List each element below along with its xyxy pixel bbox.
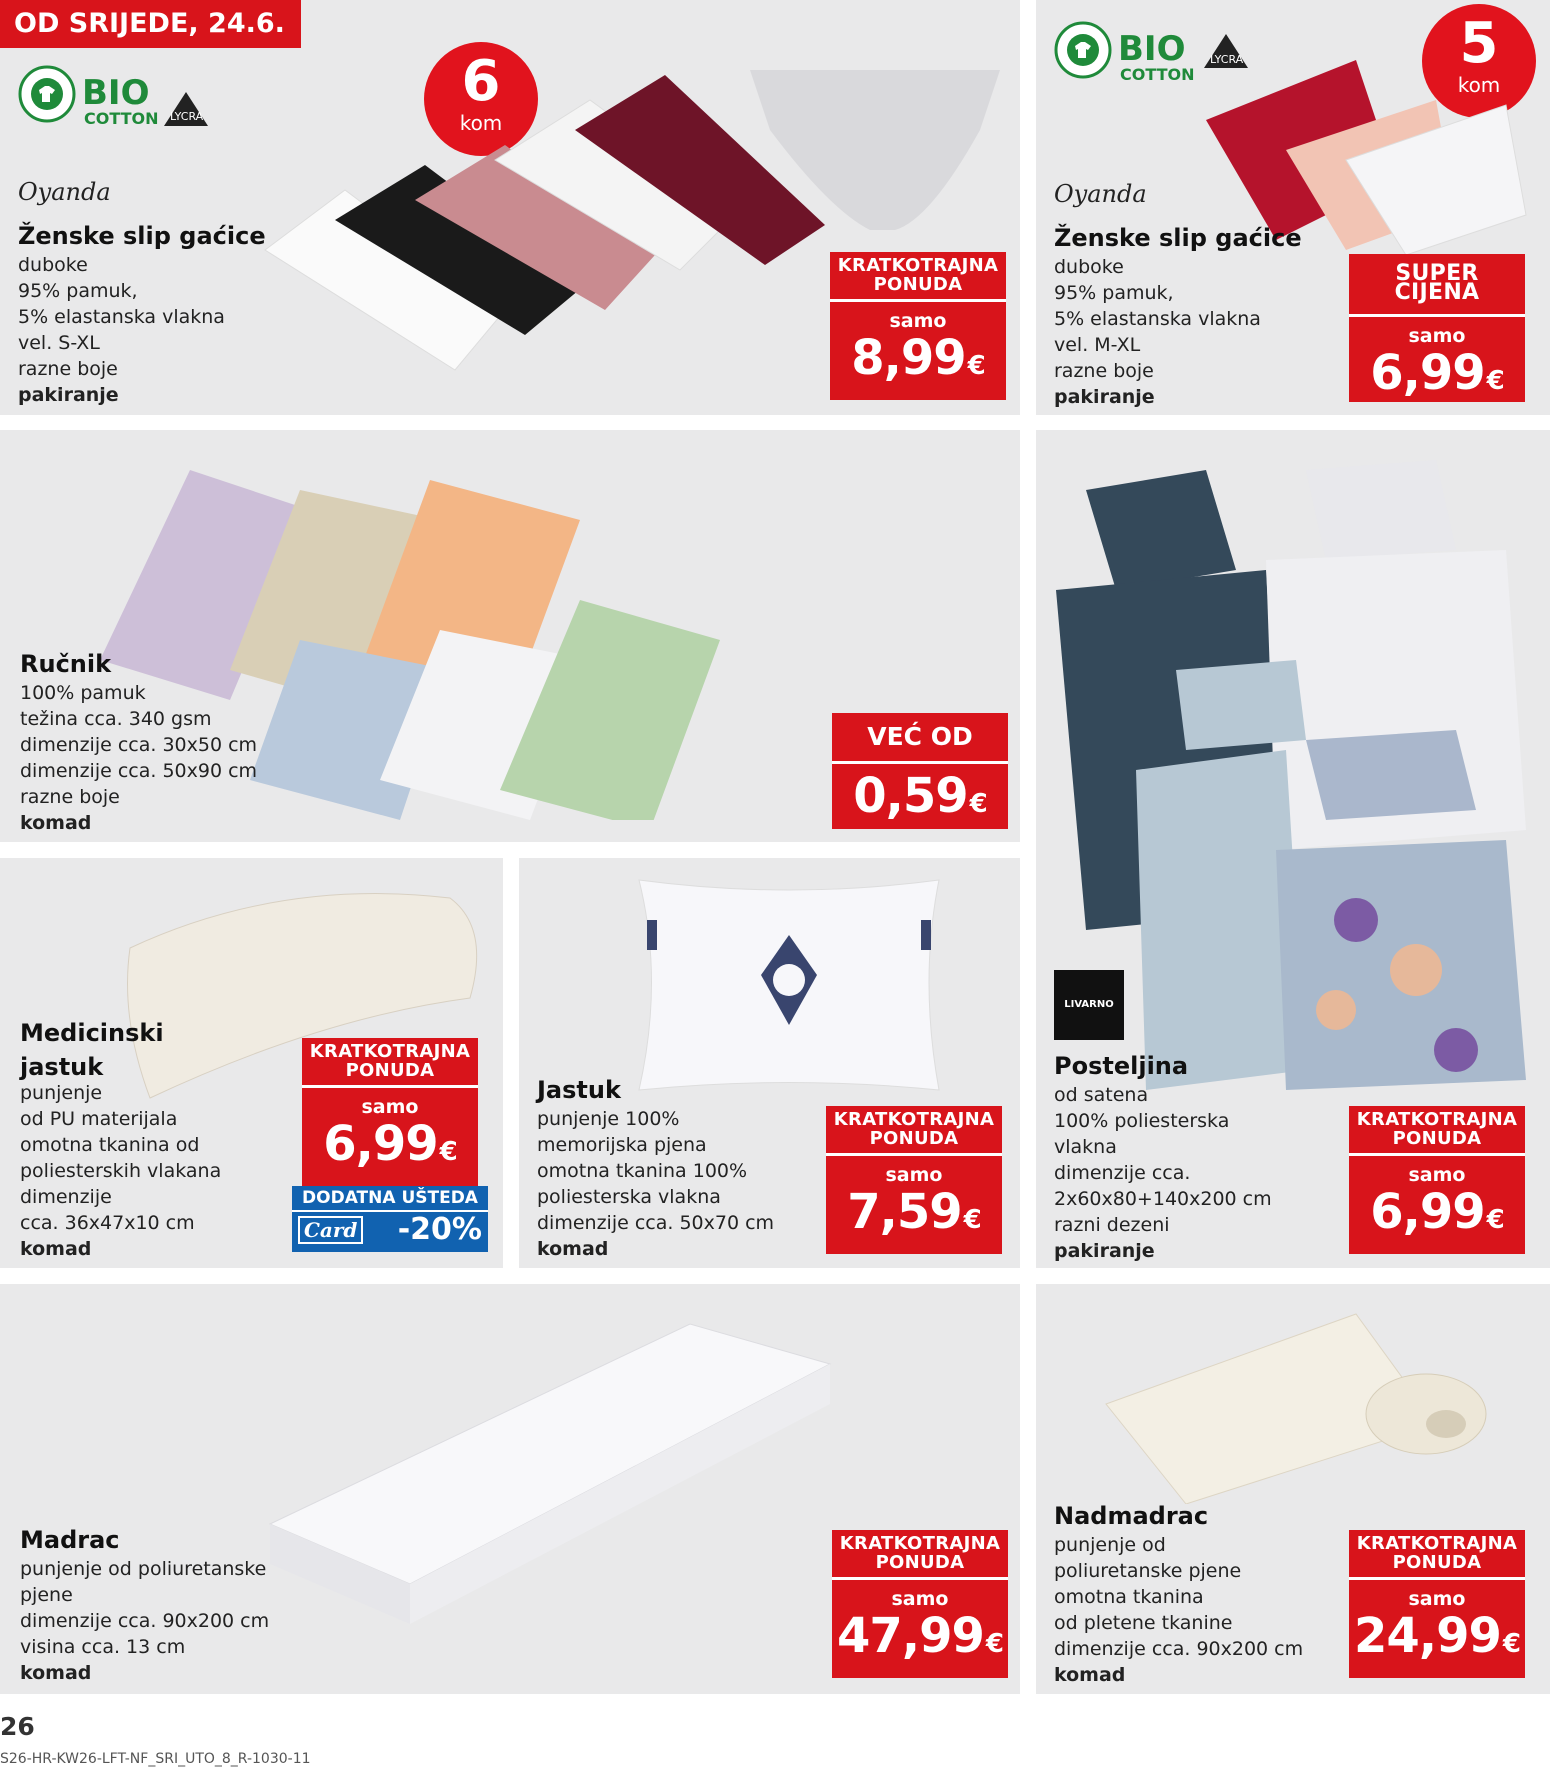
product-panel-gacice-6[interactable] <box>0 0 1020 415</box>
product-title: Jastuk <box>537 1076 621 1104</box>
product-desc: punjenje od PU materijala omotna tkanina od poliesterskih vlakana dimenzije cca. 36x47x10 cm komad <box>20 1082 222 1260</box>
bio-cotton-badge <box>14 62 244 132</box>
product-desc: od satena 100% poliesterska vlakna dimenzije cca. 2x60x80+140x200 cm razni dezeni pakiranje <box>1054 1084 1272 1262</box>
product-title: Ručnik <box>20 650 112 678</box>
product-desc: punjenje od poliuretanske pjene dimenzije cca. 90x200 cm visina cca. 13 cm komad <box>20 1558 270 1684</box>
count-circle: 6 kom <box>424 42 538 156</box>
brand-logo: Oyanda <box>1054 180 1147 208</box>
product-title: Ženske slip gaćice <box>1054 224 1302 252</box>
bedding-image <box>1056 450 1536 1090</box>
product-panel-jastuk[interactable] <box>519 858 1020 1268</box>
card-logo: Card <box>298 1216 363 1244</box>
product-panel-posteljina[interactable] <box>1036 430 1550 1268</box>
product-desc: duboke 95% pamuk, 5% elastanska vlakna vel. S-XL razne boje pakiranje <box>18 254 225 406</box>
price-tag: KRATKOTRAJNA PONUDA samo 6,99€ <box>1349 1106 1525 1254</box>
product-title: Madrac <box>20 1526 120 1554</box>
price-tag: VEĆ OD 0,59€ <box>832 713 1008 829</box>
price-tag: SUPER CIJENA samo 6,99€ <box>1349 254 1525 402</box>
livarno-logo: LIVARNO <box>1054 970 1124 1040</box>
svg-text:COTTON: COTTON <box>84 109 159 128</box>
brand-logo: Oyanda <box>18 178 111 206</box>
svg-text:LYCRA: LYCRA <box>1210 53 1244 66</box>
pillow-image <box>629 870 949 1100</box>
price-tag: KRATKOTRAJNA PONUDA samo 8,99€ <box>830 252 1006 400</box>
product-panel-nadmadrac[interactable] <box>1036 1284 1550 1694</box>
svg-text:BIO: BIO <box>82 73 150 113</box>
mattress-image <box>260 1314 840 1674</box>
print-code: S26-HR-KW26-LFT-NF_SRI_UTO_8_R-1030-11 <box>0 1751 311 1767</box>
bonus-card-badge: DODATNA UŠTEDA Card -20% <box>292 1186 488 1252</box>
product-title: Ženske slip gaćice <box>18 222 266 250</box>
svg-text:BIO: BIO <box>1118 29 1186 69</box>
product-panel-rucnik[interactable] <box>0 430 1020 842</box>
product-panel-med-jastuk[interactable] <box>0 858 503 1268</box>
product-title: Posteljina <box>1054 1052 1189 1080</box>
price-tag: KRATKOTRAJNA PONUDA samo 6,99€ <box>302 1038 478 1186</box>
svg-text:COTTON: COTTON <box>1120 65 1195 84</box>
product-desc: 100% pamuk težina cca. 340 gsm dimenzije cca. 30x50 cm dimenzije cca. 50x90 cm razne boje komad <box>20 682 258 834</box>
product-desc: punjenje od poliuretanske pjene omotna tkanina od pletene tkanine dimenzije cca. 90x200 cm komad <box>1054 1534 1304 1686</box>
product-panel-madrac[interactable] <box>0 1284 1020 1694</box>
product-desc: punjenje 100% memorijska pjena omotna tkanina 100% poliesterska vlakna dimenzije cca. 50x70 cm komad <box>537 1108 775 1260</box>
price-tag: KRATKOTRAJNA PONUDA samo 47,99€ <box>832 1530 1008 1678</box>
price-tag: KRATKOTRAJNA PONUDA samo 7,59€ <box>826 1106 1002 1254</box>
product-panel-gacice-5[interactable] <box>1036 0 1550 415</box>
product-title: Nadmadrac <box>1054 1502 1209 1530</box>
product-title: Medicinski jastuk <box>20 1019 164 1081</box>
product-desc: duboke 95% pamuk, 5% elastanska vlakna vel. M-XL razne boje pakiranje <box>1054 256 1261 408</box>
topper-image <box>1096 1294 1516 1504</box>
price-tag: KRATKOTRAJNA PONUDA samo 24,99€ <box>1349 1530 1525 1678</box>
count-circle: 5 kom <box>1422 4 1536 118</box>
date-flag: OD SRIJEDE, 24.6. <box>0 0 301 48</box>
page-number: 26 <box>0 1712 35 1741</box>
svg-text:LYCRA: LYCRA <box>170 110 204 123</box>
